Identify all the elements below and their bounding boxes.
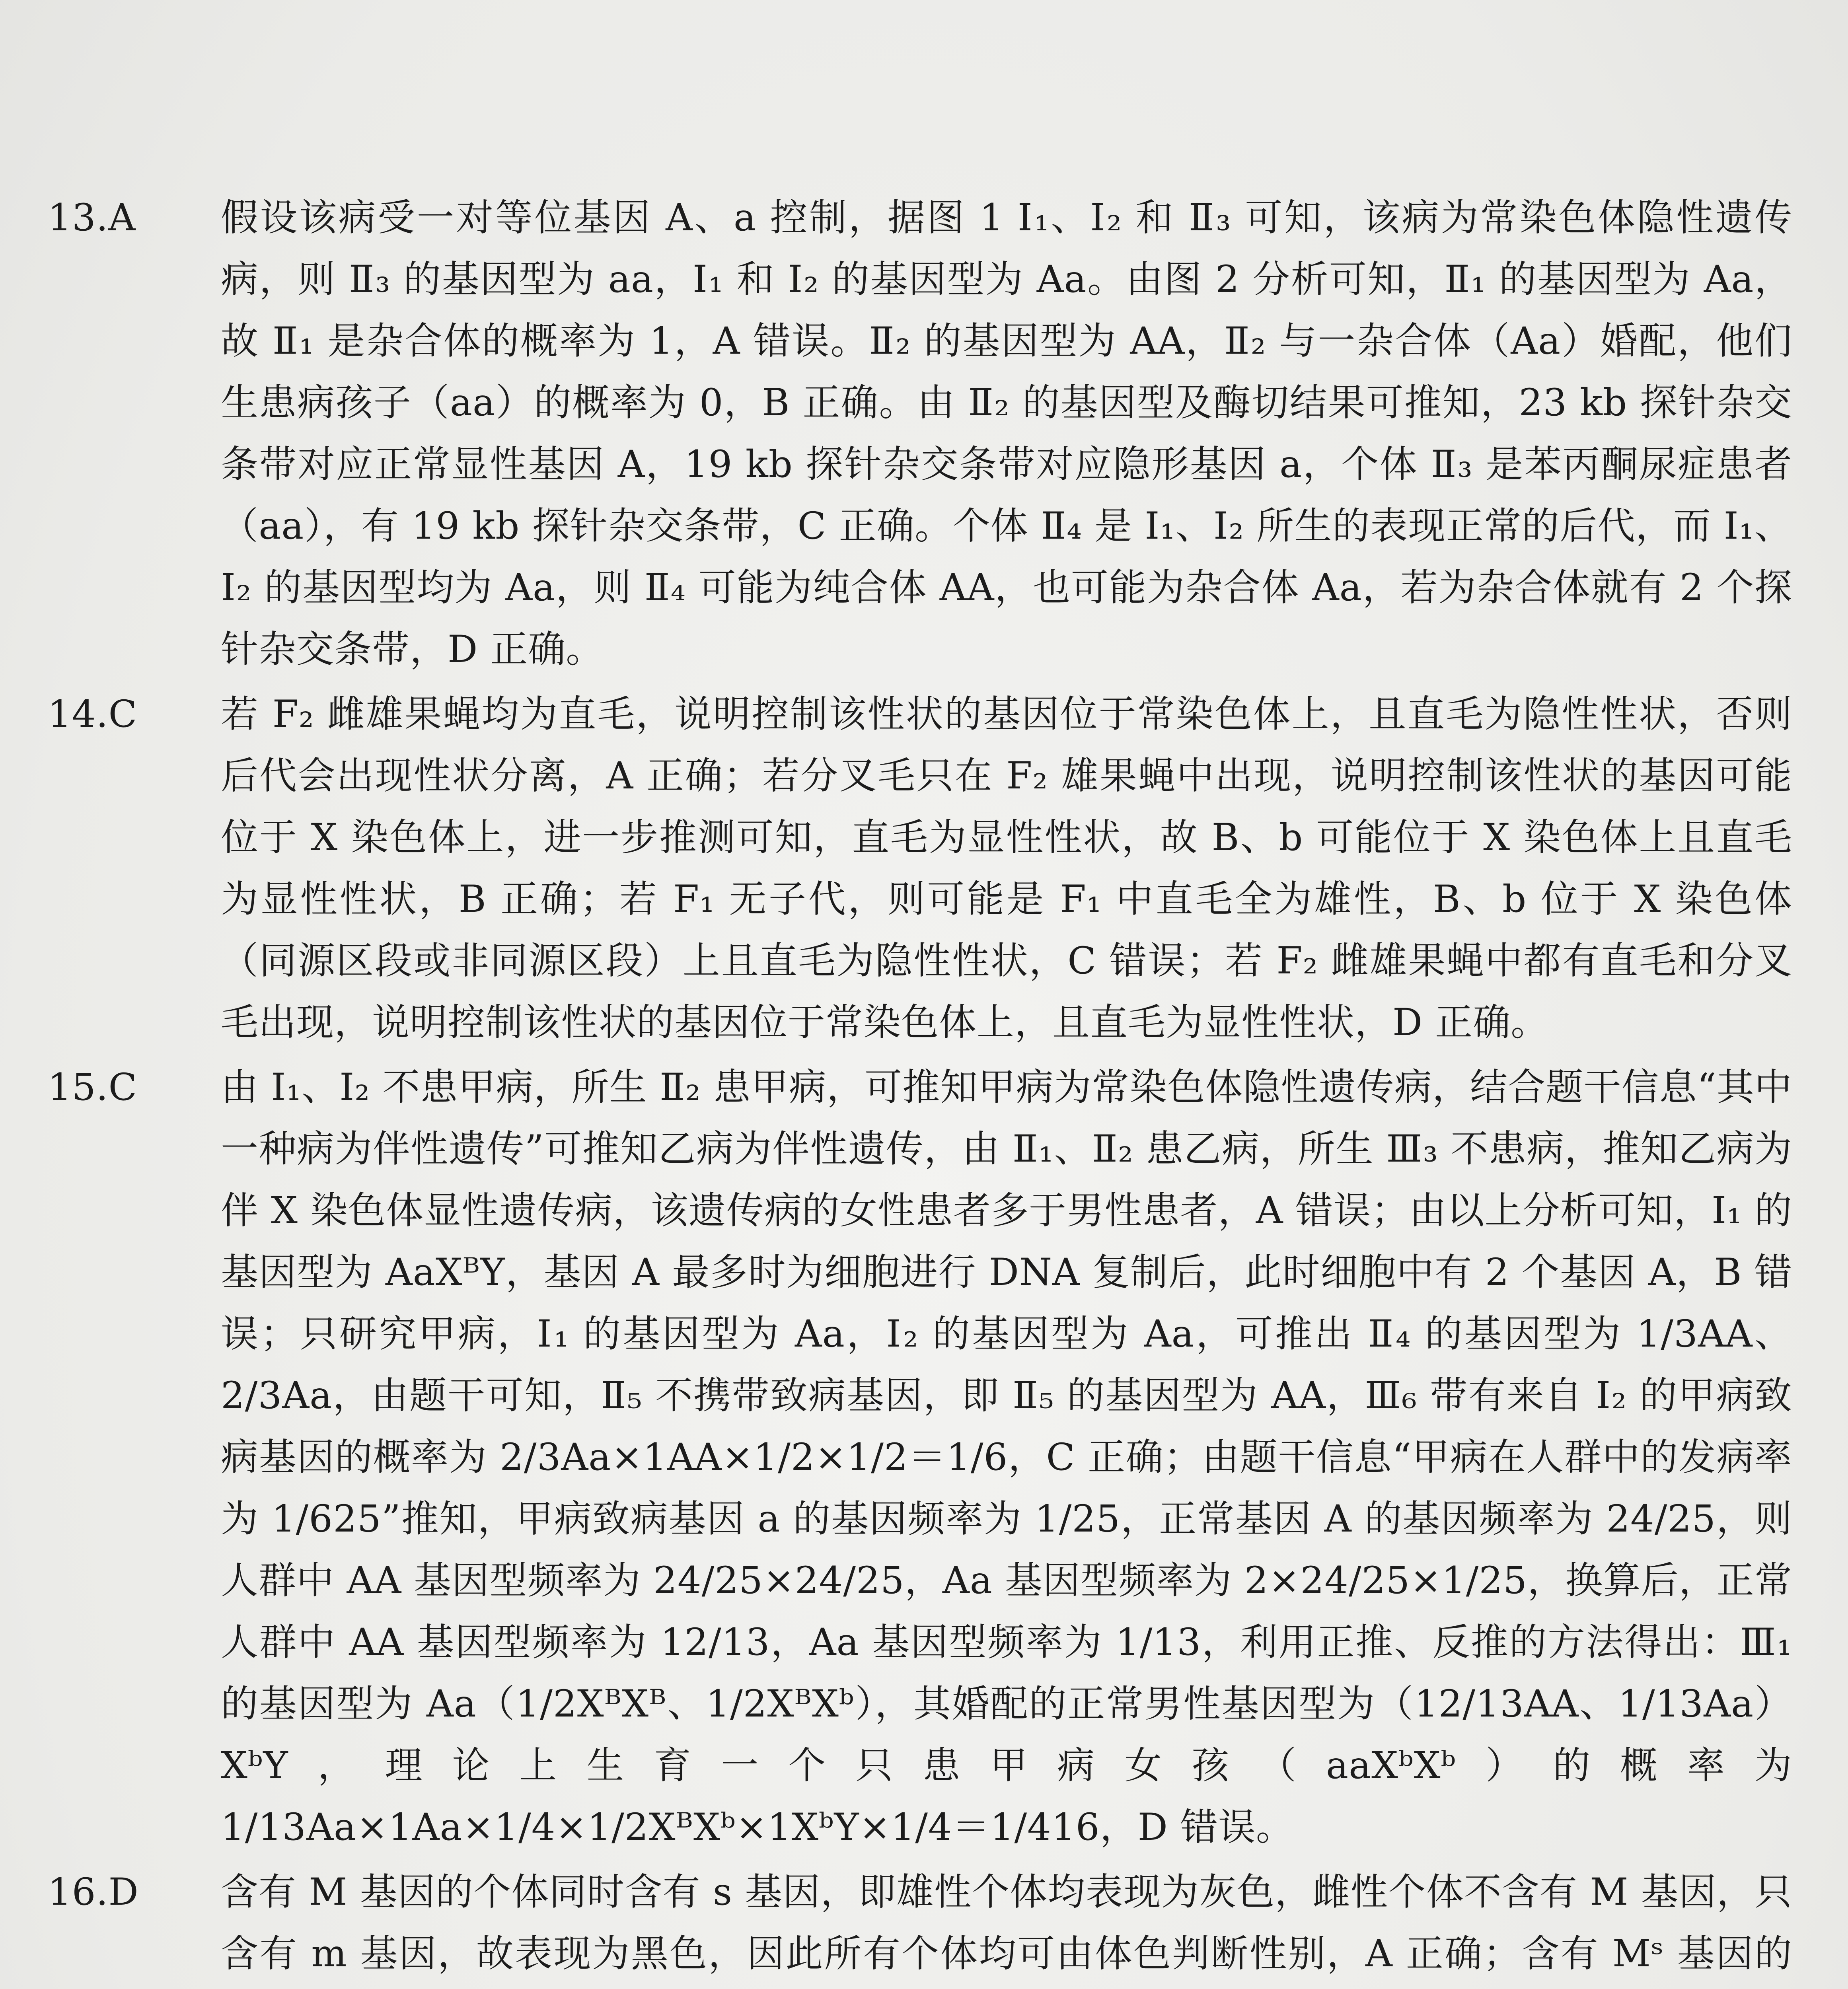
answer-explanation: 含有 M 基因的个体同时含有 s 基因，即雄性个体均表现为灰色，雌性个体不含有 M 基因，只含有 m 基因，故表现为黑色，因此所有个体均可由体色判断性别，A 正确；含有 Mˢ 基因的 xyxy=(221,1870,1792,1975)
answer-16 xyxy=(48,1861,1792,1989)
answer-explanation: 假设该病受一对等位基因 A、a 控制，据图 1 Ⅰ₁、Ⅰ₂ 和 Ⅱ₃ 可知，该病为常染色体隐性遗传病，则 Ⅱ₃ 的基因型为 aa，Ⅰ₁ 和 Ⅰ₂ 的基因型为 Aa。由图 2 分析可知，Ⅱ₁ 的基因型为 Aa，故 Ⅱ₁ 是杂合体的概率为 1，A 错误。Ⅱ₂ 的基因型为 AA，Ⅱ₂ 与一杂合体（Aa）婚配，他们生患病孩子（aa）的概率为 0，B 正确。由 Ⅱ₂ 的基因型及酶切结果可推知，23 kb 探针杂交条带对应正常显性基因 A，19 kb 探针杂交条带对应隐形基因 a，个体 Ⅱ₃ 是苯丙酮尿症患者（aa），有 19 kb 探针杂交条带，C 正确。个体 Ⅱ₄ 是 Ⅰ₁、Ⅰ₂ 所生的表现正常的后代，而 Ⅰ₁、Ⅰ₂ 的基因型均为 Aa，则 Ⅱ₄ 可能为纯合体 AA，也可能为杂合体 Aa，若为杂合体就有 2 个探针杂交条带，D 正确。 xyxy=(221,196,1792,671)
question-number: 15. xyxy=(48,1066,109,1109)
question-number: 14. xyxy=(48,693,109,736)
answer-explanation: 由 Ⅰ₁、Ⅰ₂ 不患甲病，所生 Ⅱ₂ 患甲病，可推知甲病为常染色体隐性遗传病，结合题干信息“其中一种病为伴性遗传”可推知乙病为伴性遗传，由 Ⅱ₁、Ⅱ₂ 患乙病，所生 Ⅲ₃ 不患病，推知乙病为伴 X 染色体显性遗传病，该遗传病的女性患者多于男性患者，A 错误；由以上分析可知，Ⅰ₁ 的基因型为 AaXᴮY，基因 A 最多时为细胞进行 DNA 复制后，此时细胞中有 2 个基因 A，B 错误；只研究甲病，Ⅰ₁ 的基因型为 Aa，Ⅰ₂ 的基因型为 Aa，可推出 Ⅱ₄ 的基因型为 1/3AA、2/3Aa，由题干可知，Ⅱ₅ 不携带致病基因，即 Ⅱ₅ 的基因型为 AA，Ⅲ₆ 带有来自 Ⅰ₂ 的甲病致病基因的概率为 2/3Aa×1AA×1/2×1/2＝1/6，C 正确；由题干信息“甲病在人群中的发病率为 1/625”推知，甲病致病基因 a 的基因频率为 1/25，正常基因 A 的基因频率为 24/25，则人群中 AA 基因型频率为 24/25×24/25，Aa 基因型频率为 2×24/25×1/25，换算后，正常人群中 AA 基因型频率为 12/13，Aa 基因型频率为 1/13，利用正推、反推的方法得出：Ⅲ₁ 的基因型为 Aa（1/2XᴮXᴮ、1/2XᴮXᵇ），其婚配的正常男性基因型为（12/13AA、1/13Aa）XᵇY，理论上生育一个只患甲病女孩（aaXᵇXᵇ）的概率为 1/13Aa×1Aa×1/4×1/2XᴮXᵇ×1XᵇY×1/4＝1/416，D 错误。 xyxy=(221,1066,1792,1849)
question-number: 13. xyxy=(48,196,109,239)
answer-14 xyxy=(48,683,1792,1053)
answer-explanation: 若 F₂ 雌雄果蝇均为直毛，说明控制该性状的基因位于常染色体上，且直毛为隐性性状，否则后代会出现性状分离，A 正确；若分叉毛只在 F₂ 雄果蝇中出现，说明控制该性状的基因可能位于 X 染色体上，进一步推测可知，直毛为显性性状，故 B、b 可能位于 X 染色体上且直毛为显性性状，B 正确；若 F₁ 无子代，则可能是 F₁ 中直毛全为雄性，B、b 位于 X 染色体（同源区段或非同源区段）上且直毛为隐性性状，C 错误；若 F₂ 雌雄果蝇中都有直毛和分叉毛出现，说明控制该性状的基因位于常染色体上，且直毛为显性性状，D 正确。 xyxy=(221,693,1792,1044)
answer-choice: C xyxy=(108,1066,138,1109)
answer-choice: A xyxy=(108,196,136,239)
question-number: 16. xyxy=(48,1870,109,1914)
answer-13 xyxy=(48,187,1792,680)
answer-15 xyxy=(48,1057,1792,1858)
answer-choice: D xyxy=(108,1870,139,1914)
answer-choice: C xyxy=(108,693,138,736)
